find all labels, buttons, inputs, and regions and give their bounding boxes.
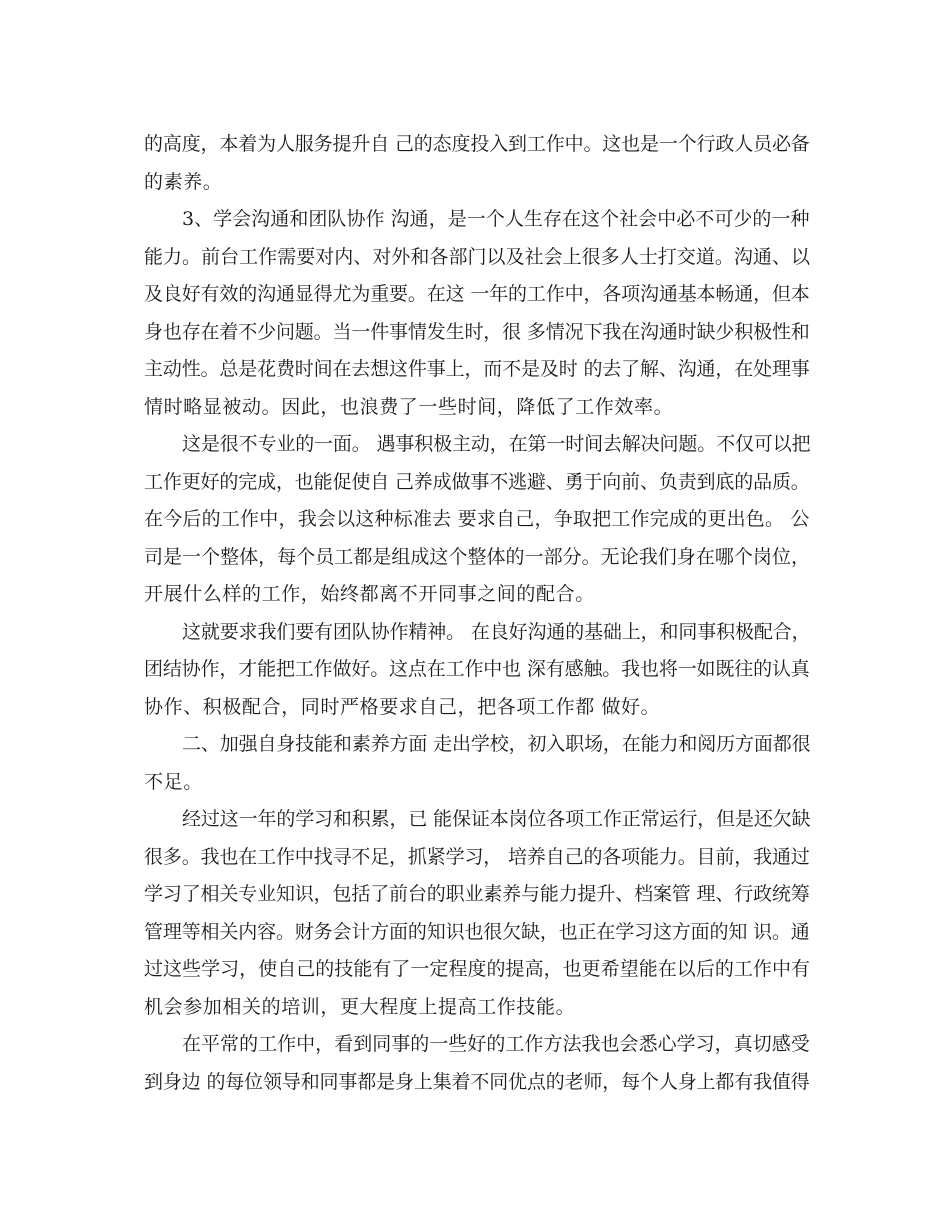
text-line: 机会参加相关的培训，更大程度上提高工作技能。 [144,996,576,1018]
text-line: 过这些学习，使自己的技能有了一定程度的提高，也更希望能在以后的工作中有 [144,958,811,980]
text-line: 能力。前台工作需要对内、对外和各部门以及社会上很多人士打交道。沟通、以 [144,246,811,268]
text-line: 身也存在着不少问题。当一件事情发生时，很 多情况下我在沟通时缺少积极性和 [144,321,810,343]
text-line: 及良好有效的沟通显得尤为重要。在这 一年的工作中，各项沟通基本畅通，但本 [144,283,810,305]
text-line: 开展什么样的工作，始终都离不开同事之间的配合。 [144,583,595,605]
text-line: 到身边 的每位领导和同事都是身上集着不同优点的老师，每个人身上都有我值得 [144,1071,810,1093]
text-line: 学习了相关专业知识，包括了前台的职业素养与能力提升、档案管 理、行政统筹 [144,883,810,905]
text-line: 在平常的工作中，看到同事的一些好的工作方法我也会悉心学习，真切感受 [182,1033,810,1055]
text-line: 司是一个整体，每个员工都是组成这个整体的一部分。无论我们身在哪个岗位， [144,546,811,568]
text-line: 管理等相关内容。财务会计方面的知识也很欠缺，也正在学习这方面的知 识。通 [144,921,810,943]
text-line: 的高度，本着为人服务提升自 己的态度投入到工作中。这也是一个行政人员必备 [144,133,810,155]
text-line: 3、学会沟通和团队协作 沟通，是一个人生存在这个社会中必不可少的一种 [182,208,810,230]
text-line: 的素养。 [144,171,223,193]
text-line: 团结协作，才能把工作做好。这点在工作中也 深有感触。我也将一如既往的认真 [144,658,810,680]
text-line: 主动性。总是花费时间在去想这件事上，而不是及时 的去了解、沟通，在处理事 [144,358,810,380]
text-line: 这是很不专业的一面。 遇事积极主动，在第一时间去解决问题。不仅可以把 [182,433,811,455]
text-line: 很多。我也在工作中找寻不足，抓紧学习， 培养自己的各项能力。目前，我通过 [144,846,810,868]
text-line: 情时略显被动。因此，也浪费了一些时间，降低了工作效率。 [144,396,674,418]
text-line: 在今后的工作中，我会以这种标准去 要求自己，争取把工作完成的更出色。 公 [144,508,810,530]
text-line: 这就要求我们要有团队协作精神。 在良好沟通的基础上，和同事积极配合， [182,621,811,643]
text-line: 不足。 [144,771,203,793]
text-line: 二、加强自身技能和素养方面 走出学校，初入职场，在能力和阅历方面都很 [182,733,811,755]
text-line: 工作更好的完成，也能促使自 己养成做事不逃避、勇于向前、负责到底的品质。 [144,471,810,493]
text-line: 经过这一年的学习和积累，已 能保证本岗位各项工作正常运行，但是还欠缺 [182,808,811,830]
text-line: 协作、积极配合，同时严格要求自己，把各项工作都 做好。 [144,696,661,718]
